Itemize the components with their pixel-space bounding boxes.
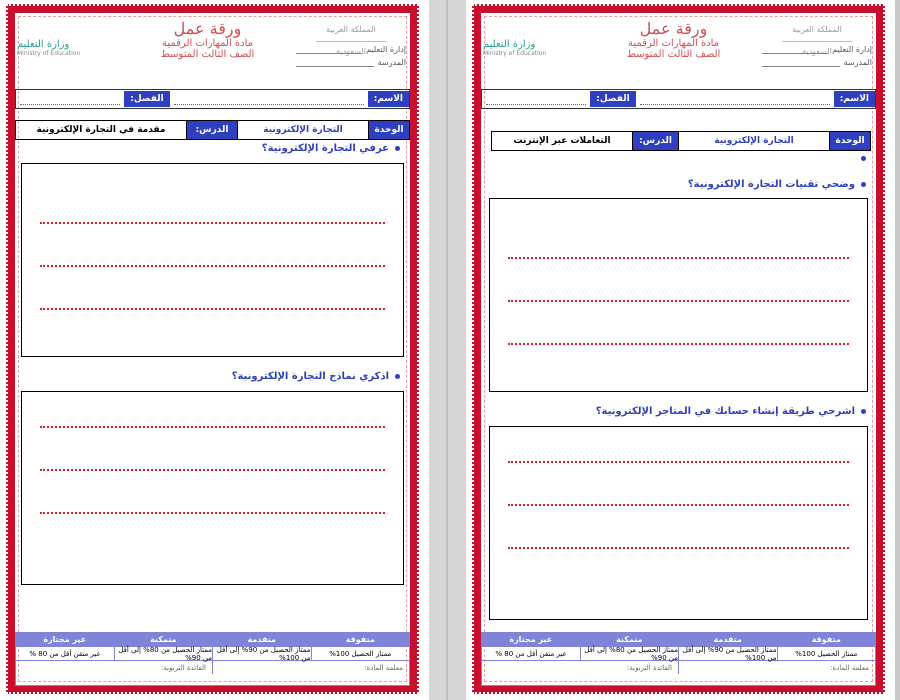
question-text: اذكري نماذج التجارة الإلكترونية؟ (231, 371, 389, 382)
ministry-logo (17, 39, 97, 57)
answer-line (40, 265, 385, 267)
logo-english: Ministry of Education (483, 50, 547, 57)
answer-line (508, 343, 849, 345)
answer-line (508, 300, 849, 302)
question-2 (596, 406, 866, 417)
worksheet-page-right (466, 0, 895, 700)
ministry-logo (483, 39, 563, 57)
bullet-icon (861, 409, 866, 414)
class-field[interactable] (20, 94, 120, 105)
logo-arabic: وزارة التعليم (483, 39, 536, 50)
teacher-signature: معلمة المادة: (212, 661, 409, 674)
name-field[interactable] (174, 94, 364, 105)
assessment-footer (481, 632, 876, 686)
question-2 (232, 371, 400, 382)
logo-english: Ministry of Education (17, 50, 81, 57)
answer-line (40, 308, 385, 310)
answer-line (508, 547, 849, 549)
class-label: الفصل: (590, 91, 635, 107)
level-option[interactable]: غير متقن أقل من 80 % (29, 649, 101, 658)
bullet-icon (861, 156, 866, 161)
subject-name: مادة المهارات الرقمية (161, 38, 254, 49)
page-separator (446, 0, 448, 700)
answer-box-2[interactable] (489, 426, 868, 620)
unit-label: الوحدة (368, 121, 409, 139)
lesson-value: مقدمة في التجارة الإلكترونية (36, 125, 166, 135)
header-admin (762, 19, 872, 68)
level-proficient: متمكنة (114, 633, 213, 646)
unit-value: التجارة الإلكترونية (678, 132, 829, 150)
leader-signature: القائدة التربوية: (627, 663, 672, 672)
answer-line (508, 461, 849, 463)
answer-box-1[interactable] (21, 163, 404, 357)
leader-signature: القائدة التربوية: (161, 663, 206, 672)
worksheet-title: ورقة عمل (173, 19, 242, 38)
answer-line (508, 257, 849, 259)
answer-box-1[interactable] (489, 198, 868, 392)
level-excellent: متفوقة (311, 633, 410, 646)
subject-name: مادة المهارات الرقمية (627, 38, 720, 49)
unit-value: التجارة الإلكترونية (237, 121, 368, 139)
lesson-value: التعاملات عبر الإنترنت (513, 136, 611, 146)
grade-name: الصف الثالث المتوسط (160, 49, 255, 60)
level-failed: غير مجتازة (482, 633, 580, 646)
level-option[interactable]: ممتاز الحصيل 100% (777, 647, 876, 660)
level-option[interactable]: ممتاز الحصيل من 80% إلى أقل من 90% (114, 647, 213, 660)
level-advanced: متقدمة (678, 633, 777, 646)
grade-name: الصف الثالث المتوسط (626, 49, 721, 60)
answer-line (40, 469, 385, 471)
header-admin (296, 19, 406, 68)
header-title-block (591, 19, 756, 60)
name-label: الاسم: (834, 91, 875, 107)
worksheet-page-left (0, 0, 429, 700)
level-option[interactable]: ممتاز الحصيل من 90% إلى أقل من 100% (212, 647, 311, 660)
question-text: اشرحي طريقة إنشاء حسابك في المتاجر الإلكترونية؟ (595, 406, 855, 417)
teacher-signature: معلمة المادة: (678, 661, 875, 674)
level-excellent: متفوقة (777, 633, 876, 646)
name-bar (481, 89, 876, 109)
level-option[interactable]: ممتاز الحصيل من 80% إلى أقل من 90% (580, 647, 679, 660)
header-title-block (125, 19, 290, 60)
class-field[interactable] (486, 94, 586, 105)
question-1 (262, 143, 400, 154)
bullet-icon (395, 146, 400, 151)
lesson-info-bar (491, 131, 871, 151)
answer-box-2[interactable] (21, 391, 404, 585)
level-advanced: متقدمة (212, 633, 311, 646)
lesson-info-bar (15, 120, 410, 140)
name-bar (15, 89, 410, 109)
logo-arabic: وزارة التعليم (17, 39, 70, 50)
lesson-label: الدرس: (186, 121, 237, 139)
answer-line (508, 504, 849, 506)
bullet-icon (395, 374, 400, 379)
answer-line (40, 426, 385, 428)
worksheet-title: ورقة عمل (639, 19, 708, 38)
unit-label: الوحدة (829, 132, 870, 150)
level-proficient: متمكنة (580, 633, 679, 646)
assessment-footer (15, 632, 410, 686)
answer-line (40, 222, 385, 224)
empty-bullet (861, 156, 866, 161)
name-field[interactable] (640, 94, 830, 105)
level-option[interactable]: غير متقن أقل من 80 % (495, 649, 567, 658)
answer-line (40, 512, 385, 514)
admin-label: إدارة التعليم (366, 45, 406, 54)
question-text: عرفي التجارة الإلكترونية؟ (261, 143, 389, 154)
class-label: الفصل: (124, 91, 169, 107)
question-text: وضحي تقنيات التجارة الإلكترونية؟ (687, 179, 855, 190)
bullet-icon (861, 182, 866, 187)
level-option[interactable]: ممتاز الحصيل من 90% إلى أقل من 100% (678, 647, 777, 660)
page-gap (429, 0, 466, 700)
level-failed: غير مجتازة (16, 633, 114, 646)
kingdom-emblem: المملكة العربية السعودية (782, 19, 852, 42)
school-label: المدرسة (843, 58, 872, 67)
question-1 (688, 179, 866, 190)
level-option[interactable]: ممتاز الحصيل 100% (311, 647, 410, 660)
kingdom-emblem: المملكة العربية السعودية (316, 19, 386, 42)
name-label: الاسم: (368, 91, 409, 107)
admin-label: إدارة التعليم (832, 45, 872, 54)
lesson-label: الدرس: (632, 132, 678, 150)
school-label: المدرسة (377, 58, 406, 67)
